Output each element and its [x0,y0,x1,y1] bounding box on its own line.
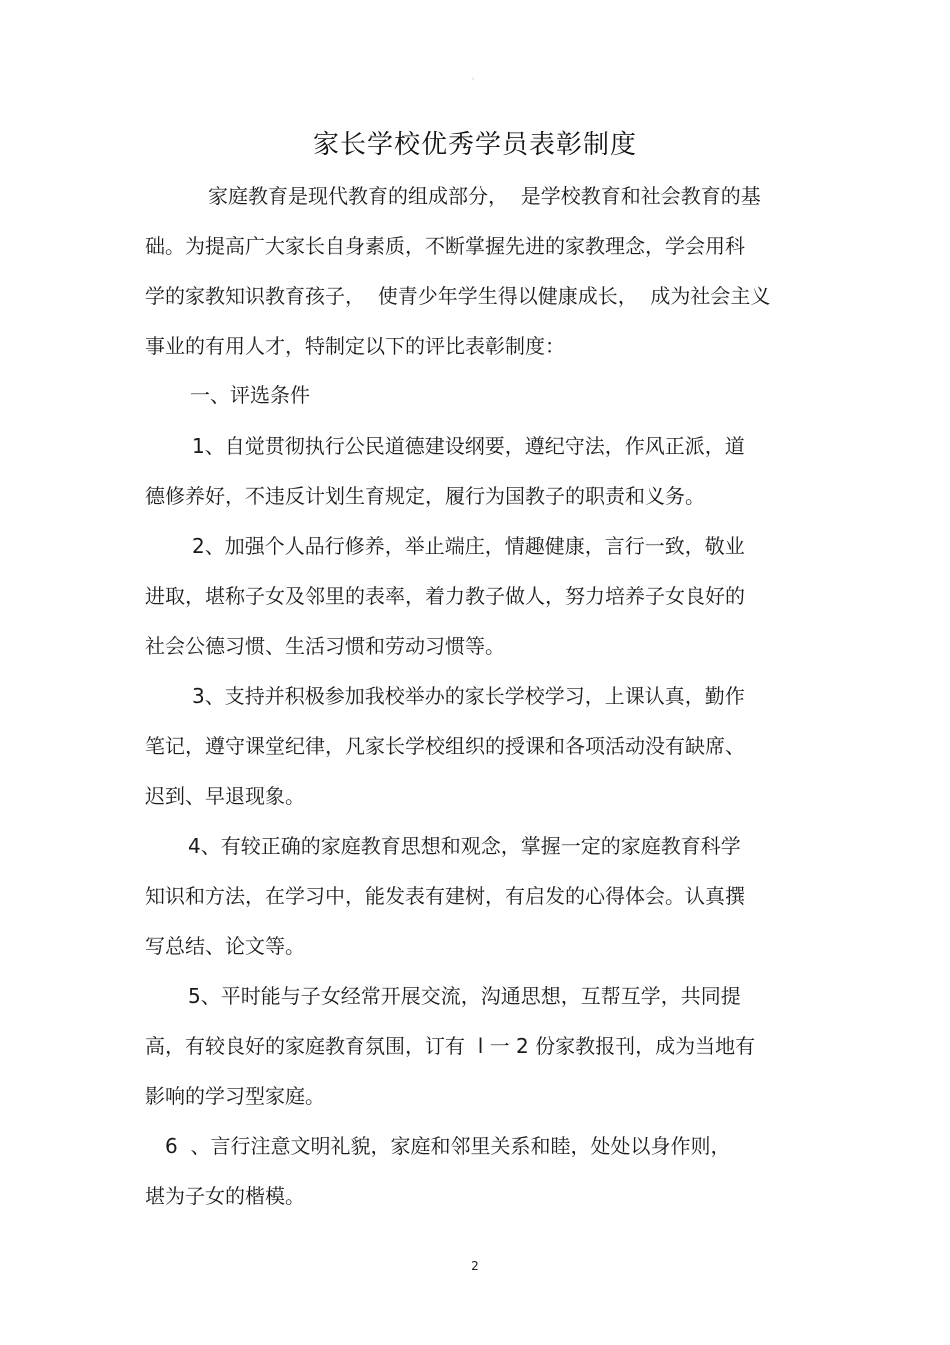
paragraph-line: 写总结、论文等。 [145,934,305,958]
paragraph-line: 德修养好，不违反计划生育规定，履行为国教子的职责和义务。 [145,484,705,508]
paragraph-line: 事业的有用人才，特制定以下的评比表彰制度： [145,334,565,358]
paragraph-line: 学的家教知识教育孩子， 使青少年学生得以健康成长， 成为社会主义 [145,284,771,308]
paragraph-line: 知识和方法，在学习中，能发表有建树，有启发的心得体会。认真撰 [145,884,745,908]
top-mark: 。 [472,74,479,81]
section-heading: 一、评选条件 [190,383,310,407]
paragraph-line: 6 、言行注意文明礼貌，家庭和邻里关系和睦，处处以身作则， [165,1134,731,1158]
paragraph-line: 高，有较良好的家庭教育氛围，订有 l 一 2 份家教报刊，成为当地有 [145,1034,756,1058]
page-number: 2 [471,1259,479,1273]
paragraph-line: 家庭教育是现代教育的组成部分， 是学校教育和社会教育的基 [208,184,761,208]
paragraph-line: 影响的学习型家庭。 [145,1084,325,1108]
paragraph-line: 5、平时能与子女经常开展交流，沟通思想，互帮互学，共同提 [188,984,741,1008]
paragraph-line: 础。为提高广大家长自身素质，不断掌握先进的家教理念，学会用科 [145,234,745,258]
paragraph-line: 2、加强个人品行修养，举止端庄，情趣健康，言行一致，敬业 [192,534,745,558]
paragraph-line: 笔记，遵守课堂纪律，凡家长学校组织的授课和各项活动没有缺席、 [145,734,745,758]
paragraph-line: 堪为子女的楷模。 [145,1184,305,1208]
paragraph-line: 迟到、早退现象。 [145,784,305,808]
paragraph-line: 进取，堪称子女及邻里的表率，着力教子做人，努力培养子女良好的 [145,584,745,608]
paragraph-line: 3、支持并积极参加我校举办的家长学校学习，上课认真，勤作 [192,684,745,708]
paragraph-line: 1、自觉贯彻执行公民道德建设纲要，遵纪守法，作风正派，道 [192,434,745,458]
document-title: 家长学校优秀学员表彰制度 [312,130,637,160]
paragraph-line: 4、有较正确的家庭教育思想和观念，掌握一定的家庭教育科学 [188,834,741,858]
paragraph-line: 社会公德习惯、生活习惯和劳动习惯等。 [145,634,505,658]
